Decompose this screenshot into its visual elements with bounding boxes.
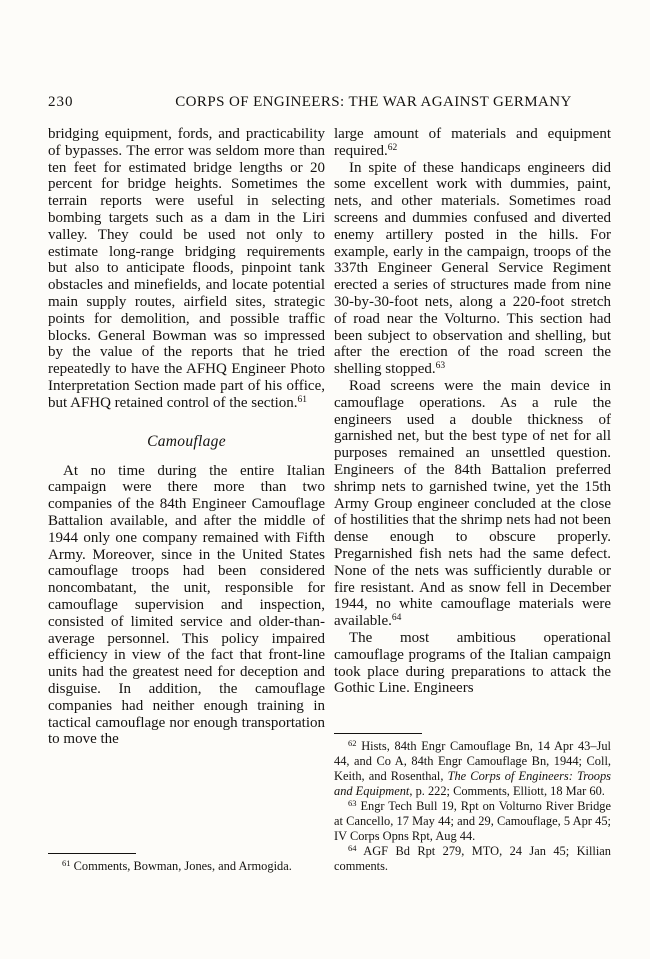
- footnote: $^{64}$ AGF Bd Rpt 279, MTO, 24 Jan 45; Killian comments.: [334, 843, 611, 873]
- paragraph: The most ambitious operational camouflage programs of the Italian campaign took place during preparations to attack the Gothic Line. Engineers: [334, 629, 611, 697]
- page-content: [48, 94, 611, 874]
- paragraph: bridging equipment, fords, and practicability of bypasses. The error was seldom more than ten feet for estimated bridge lengths or 20 percent for bridge heights. Sometimes the terrain reports were useful in selecting bombing targets such as a dam in the Liri valley. They could be used not only to estimate long-range bridging requirements but also to anticipate floods, pinpoint tank obstacles and minefields, and locate potential main supply routes, airfield sites, strategic points for demolition, and possible traffic blocks. General Bowman was so impressed by the value of the reports that he tried repeatedly to have the AFHQ Engineer Photo Interpretation Section made part of his office, but AFHQ retained control of the section.$^{61}$: [48, 126, 325, 411]
- footnote-reference: 62: [387, 142, 398, 153]
- footnote-list: [334, 739, 611, 874]
- right-column-footnotes: [334, 727, 611, 874]
- footnote: $^{62}$ Hists, 84th Engr Camouflage Bn, 14 Apr 43–Jul 44, and Co A, 84th Engr Camouflage Bn, 1944; Coll, Keith, and Rosenthal, The Corps of Engineers: Troops and Equipment, p. 222; Comments, Elliott, 18 Mar 60.: [334, 738, 611, 798]
- footnote-marker: 61: [62, 858, 71, 868]
- footnote: $^{63}$ Engr Tech Bull 19, Rpt on Volturno River Bridge at Cancello, 17 May 44; and 29, Camouflage, 5 Apr 45; IV Corps Opns Rpt, Aug 44.: [334, 798, 611, 843]
- footnote-marker: 62: [348, 738, 357, 748]
- paragraph: large amount of materials and equipment required.$^{62}$: [334, 126, 611, 159]
- footnote-marker: 64: [348, 843, 357, 853]
- page-header: [48, 94, 611, 111]
- left-column-body: [48, 126, 325, 748]
- text-columns: [48, 126, 611, 874]
- section-heading: Camouflage: [147, 432, 226, 450]
- paragraph: At no time during the entire Italian campaign were there more than two companies of the 84th Engineer Camouflage Battalion available, and after the middle of 1944 only one company remained with Fifth Army. Moreover, since in the United States camouflage troops had been considered noncombatant, the unit, responsible for camouflage supervision and inspection, consisted of limited service and older-than-average personnel. This policy impaired efficiency in view of the fact that front-line units had the greatest need for deception and disguise. In addition, the camouflage companies had neither enough training in tactical camouflage nor enough transportation to move the: [48, 462, 325, 748]
- footnote-list: [48, 859, 325, 874]
- running-title: CORPS OF ENGINEERS: THE WAR AGAINST GERMANY: [175, 94, 572, 110]
- footnote: $^{61}$ Comments, Bowman, Jones, and Armogida.: [62, 858, 292, 873]
- italic-text: The Corps of Engineers: Troops and Equipment: [334, 769, 611, 798]
- left-column: [48, 126, 325, 874]
- footnote-reference: 61: [297, 394, 308, 405]
- left-column-footnotes: [48, 847, 325, 874]
- right-column-body: [334, 126, 611, 697]
- footnote-reference: 63: [435, 361, 446, 372]
- footnote-marker: 63: [348, 798, 357, 808]
- footnote-separator: [334, 733, 422, 734]
- footnote-reference: 64: [391, 613, 402, 624]
- footnote-separator: [48, 853, 136, 854]
- page-number: 230: [48, 94, 74, 110]
- paragraph: In spite of these handicaps engineers did some excellent work with dummies, paint, nets, and other materials. Sometimes road screens and dummies confused and diverted enemy artillery posted in the hills. For example, early in the campaign, troops of the 337th Engineer General Service Regiment erected a series of structures made from nine 30-by-30-foot nets, along a 220-foot stretch of road near the Volturno. This section had been subject to observation and shelling, but after the erection of the road screen the shelling stopped.$^{63}$: [334, 159, 611, 378]
- paragraph: Road screens were the main device in camouflage operations. As a rule the engineers used a double thickness of garnished net, but the best type of net for all purposes remained an unsettled question. Engineers of the 84th Battalion preferred shrimp nets to garnished twine, yet the 15th Army Group engineer concluded at the close of hostilities that the shrimp nets had not been dense enough to obscure properly. Pregarnished fish nets had the same defect. None of the nets was sufficiently durable or fire resistant. And as snow fell in December 1944, no white camouflage materials were available.$^{64}$: [334, 377, 611, 630]
- right-column: [334, 126, 611, 874]
